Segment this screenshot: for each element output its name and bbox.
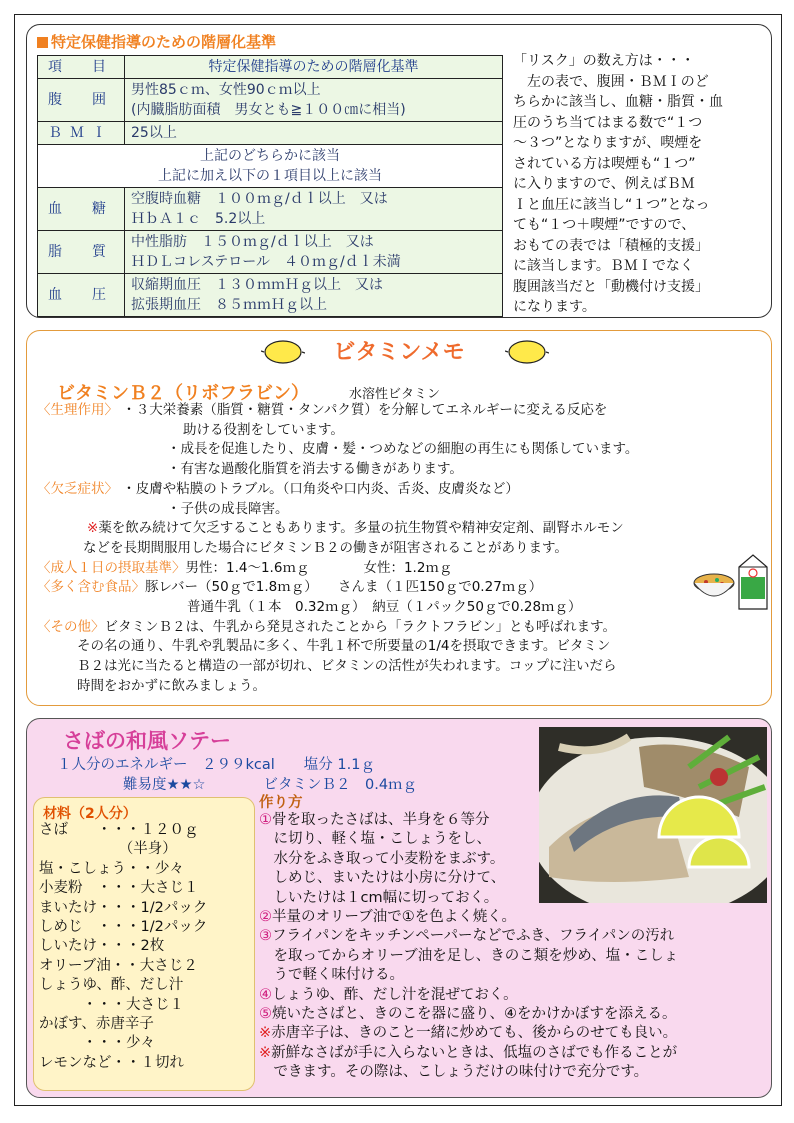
other-row: 〈その他〉ビタミンＢ２は、牛乳から発見されたことから「ラクトフラビン」とも呼ばれます。	[37, 618, 617, 635]
lack-row: ・子供の成長障害。	[167, 500, 289, 517]
table-row	[38, 231, 503, 274]
bp-value: 収縮期血圧 １３０ｍｍＨｇ以上 又は 拡張期血圧 ８５ｍｍＨｇ以上	[125, 274, 503, 317]
criteria-table	[37, 55, 503, 317]
physio-row: 〈生理作用〉 ・３大栄養素（脂質・糖質・タンパク質）を分解してエネルギーに変える反応を	[37, 402, 608, 418]
step-mark: ①	[259, 812, 272, 828]
table-row	[38, 79, 503, 122]
risk-line: Ｉと血圧に該当し“１つ”となっ	[513, 196, 710, 213]
step-text: しいたけは１cm幅に切っておく。	[259, 889, 499, 906]
risk-line: されている方は喫煙も“１つ”	[513, 155, 696, 172]
table-header-key: 項 目	[38, 56, 125, 79]
step-text: を取ってからオリーブ油を足し、きのこ類を炒め、塩・こしょ	[259, 947, 679, 964]
memo-title: ビタミンメモ	[333, 340, 465, 365]
step-mark: ④	[259, 986, 272, 1003]
risk-line: 腹囲該当だと「動機付け支援」	[513, 278, 709, 295]
materials-title: 材料（2人分）	[43, 806, 137, 822]
material-item: しょうゆ、酢、だし汁	[39, 977, 184, 994]
material-item: 小麦粉 ・・・大さじ１	[39, 880, 199, 897]
vitamin-memo-section	[26, 330, 772, 706]
waist-value: 男性85ｃｍ、女性90ｃｍ以上 (内臓脂肪面積 男女とも≧１００㎝に相当)	[125, 79, 503, 122]
material-item: 塩・こしょう・・少々	[39, 860, 184, 877]
step-text: しょうゆ、酢、だし汁を混ぜておく。	[272, 986, 518, 1003]
lack-row: 〈欠乏症状〉 ・皮膚や粘膜のトラブル。（口角炎や口内炎、舌炎、皮膚炎など）	[37, 480, 519, 497]
step-text: フライパンをキッチンペーパーなどでふき、フライパンの汚れ	[272, 928, 675, 945]
sugar-value: 空腹時血糖 １００ｍｇ/ｄｌ以上 又は ＨｂＡ１ｃ 5.2以上	[125, 188, 503, 231]
vitamin-b2-title: ビタミンＢ２（リボフラビン）	[57, 383, 309, 404]
other-row: Ｂ２は光に当たると構造の一部が切れ、ビタミンの活性が失われます。コップに注いだら	[77, 658, 617, 675]
risk-line: 「リスク」の数え方は・・・	[513, 53, 695, 69]
step-row	[259, 850, 767, 869]
step-row	[259, 966, 767, 985]
note-row: ※薬を飲み続けて欠乏することもあります。多量の抗生物質や精神安定剤、副腎ホルモン	[87, 520, 624, 537]
step-mark: ②	[259, 909, 272, 926]
table-row	[38, 188, 503, 231]
natto-bowl-icon	[691, 569, 737, 603]
material-item: しめじ ・・・1/2パック	[39, 919, 208, 936]
recipe-title: さばの和風ソテー	[63, 729, 231, 753]
step-row	[259, 947, 767, 966]
material-item: オリーブ油・・大さじ２	[39, 957, 198, 974]
vitamin-b2-subtitle: 水溶性ビタミン	[349, 387, 441, 402]
steps-list	[259, 811, 767, 1083]
step-text: うで軽く味付ける。	[259, 967, 404, 984]
step-text: 新鮮なさばが手に入らないときは、低塩のさばでも作ることが	[271, 1044, 678, 1061]
material-item: ・・・少々	[39, 1035, 155, 1052]
physio-row: ・成長を促進したり、皮膚・髪・つめなどの細胞の再生にも関係しています。	[167, 441, 639, 458]
vitamin-b2-body	[37, 401, 765, 697]
step-mark: ③	[259, 928, 272, 945]
risk-line: に入りますので、例えばＢＭ	[513, 176, 695, 192]
material-item: かぼす、赤唐辛子	[39, 1016, 154, 1033]
step-row	[259, 869, 767, 888]
condition-cell: 上記のどちらかに該当 上記に加え以下の１項目以上に該当	[38, 145, 503, 188]
table-row	[38, 274, 503, 317]
foods-row: 〈多く含む食品〉豚レバー（50ｇで1.8ｍｇ） さんま（１匹150ｇで0.27ｍｇ）	[37, 579, 543, 596]
risk-line: になります。	[513, 299, 596, 315]
bmi-key: ＢＭＩ	[38, 122, 125, 145]
lipid-value: 中性脂肪 １５０ｍｇ/ｄｌ以上 又は ＨＤＬコレステロール ４０ｍｇ/ｄｌ未満	[125, 231, 503, 274]
step-row	[259, 1005, 767, 1024]
bp-key: 血 圧	[38, 274, 125, 317]
materials-list	[39, 821, 207, 1073]
step-row	[259, 830, 767, 849]
criteria-section	[26, 24, 772, 318]
other-row: その名の通り、牛乳や乳製品に多く、牛乳１杯で所要量の1/4を摂取できます。ビタミン	[77, 638, 611, 655]
sugar-key: 血 糖	[38, 188, 125, 231]
step-text: できます。その際は、こしょうだけの味付けで充分です。	[259, 1064, 649, 1081]
risk-line: に該当します。ＢＭＩでなく	[513, 258, 694, 274]
lemon-icon	[505, 339, 549, 365]
physio-row: ・有害な過酸化脂質を消去する働きがあります。	[167, 461, 463, 478]
risk-explanation	[513, 51, 763, 318]
step-row	[259, 1044, 767, 1063]
risk-line: 圧のうち当てはまる数で“１つ	[513, 114, 703, 131]
step-text: 半量のオリーブ油で①を色よく焼く。	[272, 909, 516, 926]
step-mark: ※	[259, 1025, 272, 1042]
square-bullet-icon	[37, 37, 48, 48]
step-row	[259, 927, 767, 946]
table-row	[38, 56, 503, 79]
table-row	[38, 122, 503, 145]
step-row	[259, 811, 767, 830]
material-item: ・・・大さじ１	[39, 996, 184, 1013]
step-mark: ⑤	[259, 1006, 272, 1023]
step-text: に切り、軽く塩・こしょうをし、	[259, 831, 491, 848]
step-text: しめじ、まいたけは小房に分けて、	[259, 870, 506, 887]
risk-line: ～３つ”となりますが、喫煙を	[513, 135, 703, 151]
physio-row: 助ける役割をしています。	[183, 421, 344, 438]
step-row	[259, 986, 767, 1005]
step-text: 水分をふき取って小麦粉をまぶす。	[259, 850, 505, 867]
step-mark: ※	[259, 1044, 272, 1061]
note-row: などを長期間服用した場合にビタミンＢ２の働きが阻害されることがあります。	[83, 539, 568, 556]
step-row	[259, 1063, 767, 1082]
risk-line: おもての表では「積極的支援」	[513, 237, 709, 254]
step-text: 骨を取ったさばは、半身を６等分	[272, 812, 490, 828]
recipe-section	[26, 718, 772, 1098]
risk-line: 左の表で、腹囲・ＢＭＩのど	[513, 73, 709, 90]
lipid-key: 脂 質	[38, 231, 125, 274]
recipe-nutrition: １人分のエネルギー ２９９kcal 塩分 1.1ｇ	[57, 757, 375, 773]
foods-row: 普通牛乳（１本 0.32ｍｇ） 納豆（１パック50ｇで0.28ｍｇ）	[187, 599, 582, 616]
material-item: （半身）	[39, 841, 177, 858]
material-item: まいたけ・・・1/2パック	[39, 899, 208, 916]
intake-row: 〈成人１日の摂取基準〉男性：1.4～1.6ｍｇ 女性：1.2ｍｇ	[37, 559, 453, 576]
risk-line: ても“１つ＋喫煙”ですので、	[513, 217, 696, 233]
step-text: 焼いたさばと、きのこを器に盛り、④をかけかぼすを添える。	[272, 1006, 677, 1023]
bmi-value: 25以上	[125, 122, 503, 145]
other-row: 時間をおかずに飲みましょう。	[77, 677, 266, 694]
step-row	[259, 908, 767, 927]
steps-title: 作り方	[259, 795, 303, 811]
material-item: さば ・・・１２０ｇ	[39, 822, 199, 838]
risk-line: ちらかに該当し、血糖・脂質・血	[513, 94, 723, 110]
criteria-section-title: 特定保健指導のための階層化基準	[37, 31, 276, 52]
step-row	[259, 889, 767, 908]
milk-carton-icon	[735, 553, 771, 611]
table-row	[38, 145, 503, 188]
step-text: 赤唐辛子は、きのこと一緒に炒めても、後からのせても良い。	[271, 1025, 678, 1042]
material-item: しいたけ・・・2枚	[39, 938, 165, 955]
waist-key: 腹 囲	[38, 79, 125, 122]
material-item: レモンなど・・１切れ	[39, 1054, 184, 1071]
table-header-value: 特定保健指導のための階層化基準	[125, 56, 503, 79]
recipe-difficulty: 難易度★★☆ ビタミンＢ２ 0.4ｍｇ	[123, 777, 418, 793]
step-row	[259, 1024, 767, 1043]
